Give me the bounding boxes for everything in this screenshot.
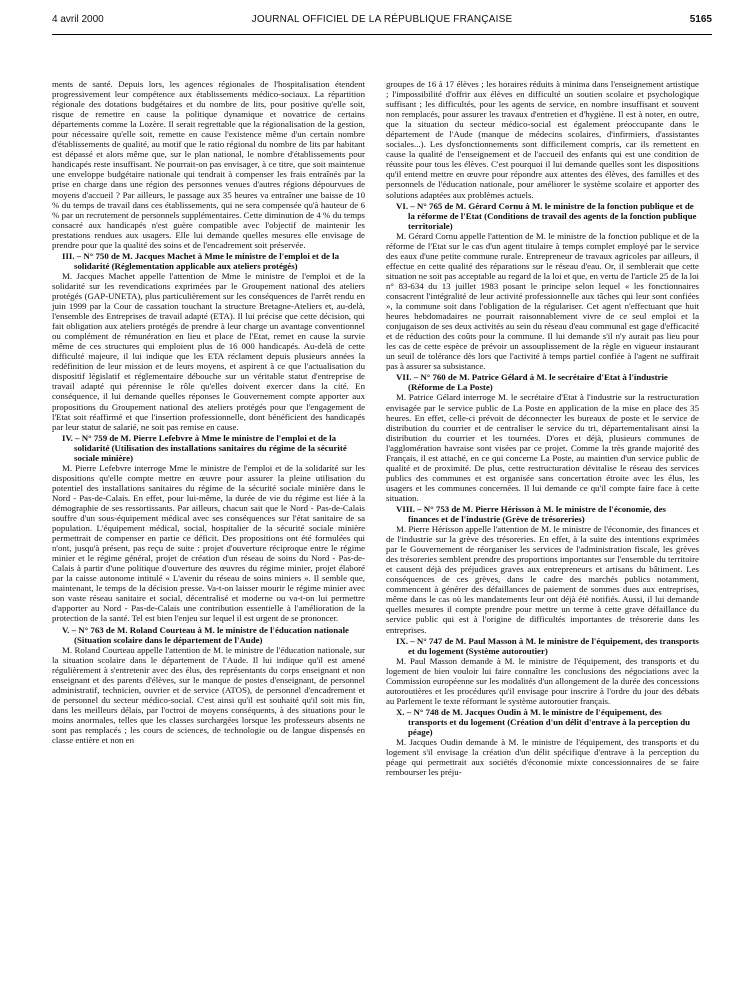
page-header [52, 14, 712, 30]
question-heading: IX. – N° 747 de M. Paul Masson à M. le ministre de l'équipement, des transports et du logement (Système autoroutier) [396, 635, 699, 656]
question-heading: VI. – N° 765 de M. Gérard Cornu à M. le ministre de la fonction publique et de la réforme de l'Etat (Conditions de travail des agents de la fonction publique territoriale) [396, 200, 697, 231]
left-column [52, 79, 365, 745]
right-column [386, 79, 699, 777]
paragraph: M. Patrice Gélard interroge M. le secrétaire d'Etat à l'industrie sur la restructuration envisagée par le service public de La Poste en application de la mise en place des 35 heures. En effet, celle-ci prévoit de déconnecter les bureaux de poste et le service de distribution du courrier et de centraliser le service du tri, départementalisant ainsi la distribution du courrier et les tournées. D'ores et déjà, plusieurs communes de l'agglomération havraise sont visées par ce projet. Comme la très grande majorité des Français, il est attaché, en ce qui concerne La Poste, au maintien d'un service public de qualité et de proximité. De plus, cette restructuration dévitalise le réseau des services publics des communes et est organisée sans concertation étroite avec les élus, les usagers et les communes concernées. Il lui demande ce qu'il compte faire face à cette situation. [386, 392, 699, 503]
publication-date: 4 avril 2000 [52, 14, 104, 25]
question-heading: VIII. – N° 753 de M. Pierre Hérisson à M. le ministre de l'économie, des finances et de l'industrie (Grève de trésoreries) [396, 503, 666, 525]
question-heading: V. – N° 763 de M. Roland Courteau à M. le ministre de l'éducation nationale (Situation scolaire dans le département de l'Aude) [62, 624, 349, 645]
paragraph: M. Roland Courteau appelle l'attention de M. le ministre de l'éducation nationale, sur la situation scolaire dans le département de l'Aude. Il lui indique qu'il est amené régulièrement à s'entretenir avec des élus, des représentants du corps enseignant et non enseignant et des parents d'élèves, sur le manque de postes d'enseignant, de personnel administratif, technicien, ouvrier et de service (ATOS), de personnel d'encadrement et de personnel du secteur médico-social. C'est ainsi qu'il est souhaité qu'il soit mis fin, dans les meilleurs délais, par l'octroi de moyens conséquents, à des situations pour le moins anormales, telles que les classes surchargées lorsque les professeurs absents ne sont pas remplacés ; les cours de sciences, de technologie ou de langue dispensés en classe entière et non en [52, 644, 365, 746]
question-heading: IV. – N° 759 de M. Pierre Lefebvre à Mme le ministre de l'emploi et de la solidarité (Utilisation des installations sanitaires du régime de la sécurité sociale minière) [62, 432, 347, 463]
question-heading: III. – N° 750 de M. Jacques Machet à Mme le ministre de l'emploi et de la solidarité (Réglementation applicable aux ateliers protégés) [62, 250, 339, 271]
paragraph: M. Jacques Machet appelle l'attention de Mme le ministre de l'emploi et de la solidarité sur les revendications exprimées par le Groupement national des ateliers protégés (GAP-UNETA), plus particulièrement sur les conséquences de l'arrêt rendu en juin 1999 par la Cour de cassation touchant la structure Bretagne-Ateliers et, au-delà, l'ensemble des Entreprises de travail adapté (ETA). Il lui précise que cette décision, qui fait obligation aux ateliers protégés de prendre à leur charge un avantage conventionnel ou complément de rémunération en lieu et place de l'Etat, remet en cause la survie même de ces structures qui emploient plus de 16 000 handicapés. Au-delà de cette difficulté majeure, il lui indique que les ETA réclament depuis plusieurs années la redéfinition de leur mission et de leurs moyens, et aspirent à ce que l'actualisation du dispositif législatif et réglementaire débouche sur un véritable statut d'entreprise de travail adapté qui pérennise le rôle qu'elles doivent exercer dans la cité. En conséquence, il lui demande quelles réponses le Gouvernement compte apporter aux propositions du Groupement national des ateliers protégés pour que l'engagement de l'Etat soit réaffirmé et que l'insertion professionnelle, dont bénéficient des handicapés par leur statut de salarié, ne soit pas remise en cause. [52, 270, 365, 432]
question-heading: X. – N° 748 de M. Jacques Oudin à M. le ministre de l'équipement, des transports et du logement (Création d'un délit d'entrave à la perception du péage) [396, 706, 691, 737]
paragraph: groupes de 16 à 17 élèves ; les horaires réduits à minima dans l'enseignement artistique ; l'impossibilité d'offrir aux élèves en difficulté un soutien scolaire et psychologique suffisant ; les difficultés, pour les agents de service, en nombre insuffisant et souvent non remplacés, pour assurer les travaux d'entretien et d'hygiène. Il est à noter, en outre, que la situation du secteur médico-social est également préoccupante dans le département de l'Aude (manque de médecins scolaires, d'infirmiers, d'assistantes sociales...). Les dysfonctionnements sont difficilement compris, car ils remettent en cause la qualité de l'enseignement et de l'accueil des enfants qui est une condition de réussite pour tous les élèves. C'est pourquoi il lui demande quelles sont les dispositions qu'il entend mettre en œuvre pour répondre aux attentes des élèves, des familles et des personnels de l'éducation nationale, pour améliorer le système scolaire et apporter des solutions adaptées aux problèmes actuels. [386, 79, 699, 200]
question-heading: VII. – N° 760 de M. Patrice Gélard à M. le secrétaire d'Etat à l'industrie (Réforme de La Poste) [396, 372, 668, 393]
paragraph: M. Paul Masson demande à M. le ministre de l'équipement, des transports et du logement de bien vouloir lui faire connaître les conclusions des négociations avec la Commission européenne sur les modalités d'un allongement de la durée des concessions autoroutières et les procédures qu'il envisage pour inscrire à l'ordre du jour des débats au Parlement le texte réformant le système autoroutier français. [386, 655, 699, 706]
paragraph: M. Pierre Hérisson appelle l'attention de M. le ministre de l'économie, des finances et de l'industrie sur la grève des trésoreries. En effet, à la suite des intentions exprimées par le Gouvernement de réorganiser les services de l'administration fiscale, les grèves des trésoreries semblent prendre des proportions importantes sur l'ensemble du territoire et causent déjà des préjudices graves aux entrepreneurs et artisans du bâtiment. Les conséquences de ces grèves, dans le cadre des marchés publics notamment, commencent à générer des défaillances de paiement de sommes dues aux entreprises, même dans le cas où les mandatements leur ont déjà été notifiés. Aussi, il lui demande quelles mesures il compte prendre pour mettre un terme à cette grave défaillance du service public qui est à l'origine de difficultés importantes de trésorerie dans les entreprises. [386, 524, 699, 635]
header-rule [52, 34, 712, 35]
paragraph: M. Pierre Lefebvre interroge Mme le ministre de l'emploi et de la solidarité sur les dispositions qu'elle compte mettre en œuvre pour assurer la pleine utilisation du potentiel des installations sanitaires du régime de la sécurité sociale minière dans le Nord - Pas-de-Calais. En effet, pour lui-même, la durée de vie du régime est liée à la démographie de ses ressortissants. Par ailleurs, chacun sait que le Nord - Pas-de-Calais souffre d'un sous-équipement médical avec ses conséquences sur l'état sanitaire de sa population. L'équipement médical, social, hospitalier de la sécurité sociale minière permettrait de compenser en partie ce déficit. Des propositions ont été formulées qui n'ont, jusqu'à présent, pas reçu de suite : projet d'ouverture réciproque entre le régime minier et le régime général, projet de création d'un réseau de soins du Nord - Pas-de-Calais à partir d'une politique d'ouverture des œuvres du régime minier, projet élaboré par la caisse autonome intitulé « L'avenir du réseau de soins miniers ». Il semble que, maintenant, le temps de la décision presse. Va-t-on laisser mourir le régime minier avec son vaste réseau sanitaire et social, décentralisé et moderne ou va-t-on lui permettre d'apporter au Nord - Pas-de-Calais une contribution essentielle à l'amélioration de la protection de la santé. Tel est bien l'enjeu sur lequel il est urgent de se prononcer. [52, 462, 365, 624]
journal-title: JOURNAL OFFICIEL DE LA RÉPUBLIQUE FRANÇAISE [251, 14, 513, 25]
paragraph: M. Jacques Oudin demande à M. le ministre de l'équipement, des transports et du logement s'il envisage la création d'un délit spécifique d'entrave à la perception du péage qui permettrait aux sociétés d'économie mixte concessionnaires de se faire rembourser les préju- [386, 737, 699, 778]
paragraph: ments de santé. Depuis lors, les agences régionales de l'hospitalisation étendent progressivement leur compétence aux établissements médico-sociaux. La répartition régionale des dotations budgétaires et du nombre de lits, pour positive qu'elle soit, risque de remettre en cause la politique dynamique et novatrice de certains départements comme la Lozère. Il serait regrettable que la régionalisation de la gestion, pour nécessaire qu'elle soit, remette en cause l'existence même d'un certain nombre d'établissements de qualité, au motif que le ratio régional du nombre de lits par habitant est dépassé et alors même que, sur le plan national, le nombre d'établissements pour handicapés reste insuffisant. Ne pourrait-on pas envisager, à ce titre, que soit maintenue une enveloppe budgétaire nationale qui tendrait à compenser les frais entraînés par la prise en charge dans une région des personnes venues d'autres régions dépourvues de moyens d'accueil ? Par ailleurs, le passage aux 35 heures va entraîner une baisse de 10 % du temps de travail dans ces établissements, qui ne sera compensée qu'à hauteur de 6 % par un recrutement de personnels supplémentaires. Cette diminution de 4 % du temps consacré aux handicapés n'est guère compatible avec l'objectif de maintenir les prestations rendues aux usagers. Elle lui demande quelles mesures elle envisage de prendre pour que la qualité des soins et de l'encadrement soit préservée. [52, 79, 365, 250]
page-number: 5165 [689, 14, 712, 25]
paragraph: M. Gérard Cornu appelle l'attention de M. le ministre de la fonction publique et de la réforme de l'Etat sur le cas d'un agent titulaire à temps complet employé par le service des eaux d'une petite commune rurale. Entrepreneur de travaux agricoles par ailleurs, il effectue en cette qualité des réparations sur le réseau d'eau. Or, il semblerait que cette situation ne soit pas acceptable au regard de la loi et que, en vertu de l'article 25 de la loi n° 83-634 du 13 juillet 1983 posant le principe selon lequel « les fonctionnaires consacrent l'intégralité de leur activité professionnelle aux tâches qui leur sont confiées », la commune soit dans l'obligation de la régulariser. Cet agent n'effectuant que huit heures hebdomadaires ne pourrait raisonnablement vivre de ce seul emploi et la conjugaison de ses deux activités au sein du réseau d'eau communal est gage d'efficacité et de réduction des coûts pour la commune. Il lui demande s'il n'y aurait pas lieu pour les cas de cette espèce de prévoir un assouplissement de la règle en vigueur instaurant un seuil de tolérance dès lors que l'activité à temps partiel confiée à l'agent ne suffirait pas à assurer sa subsistance. [386, 230, 699, 372]
